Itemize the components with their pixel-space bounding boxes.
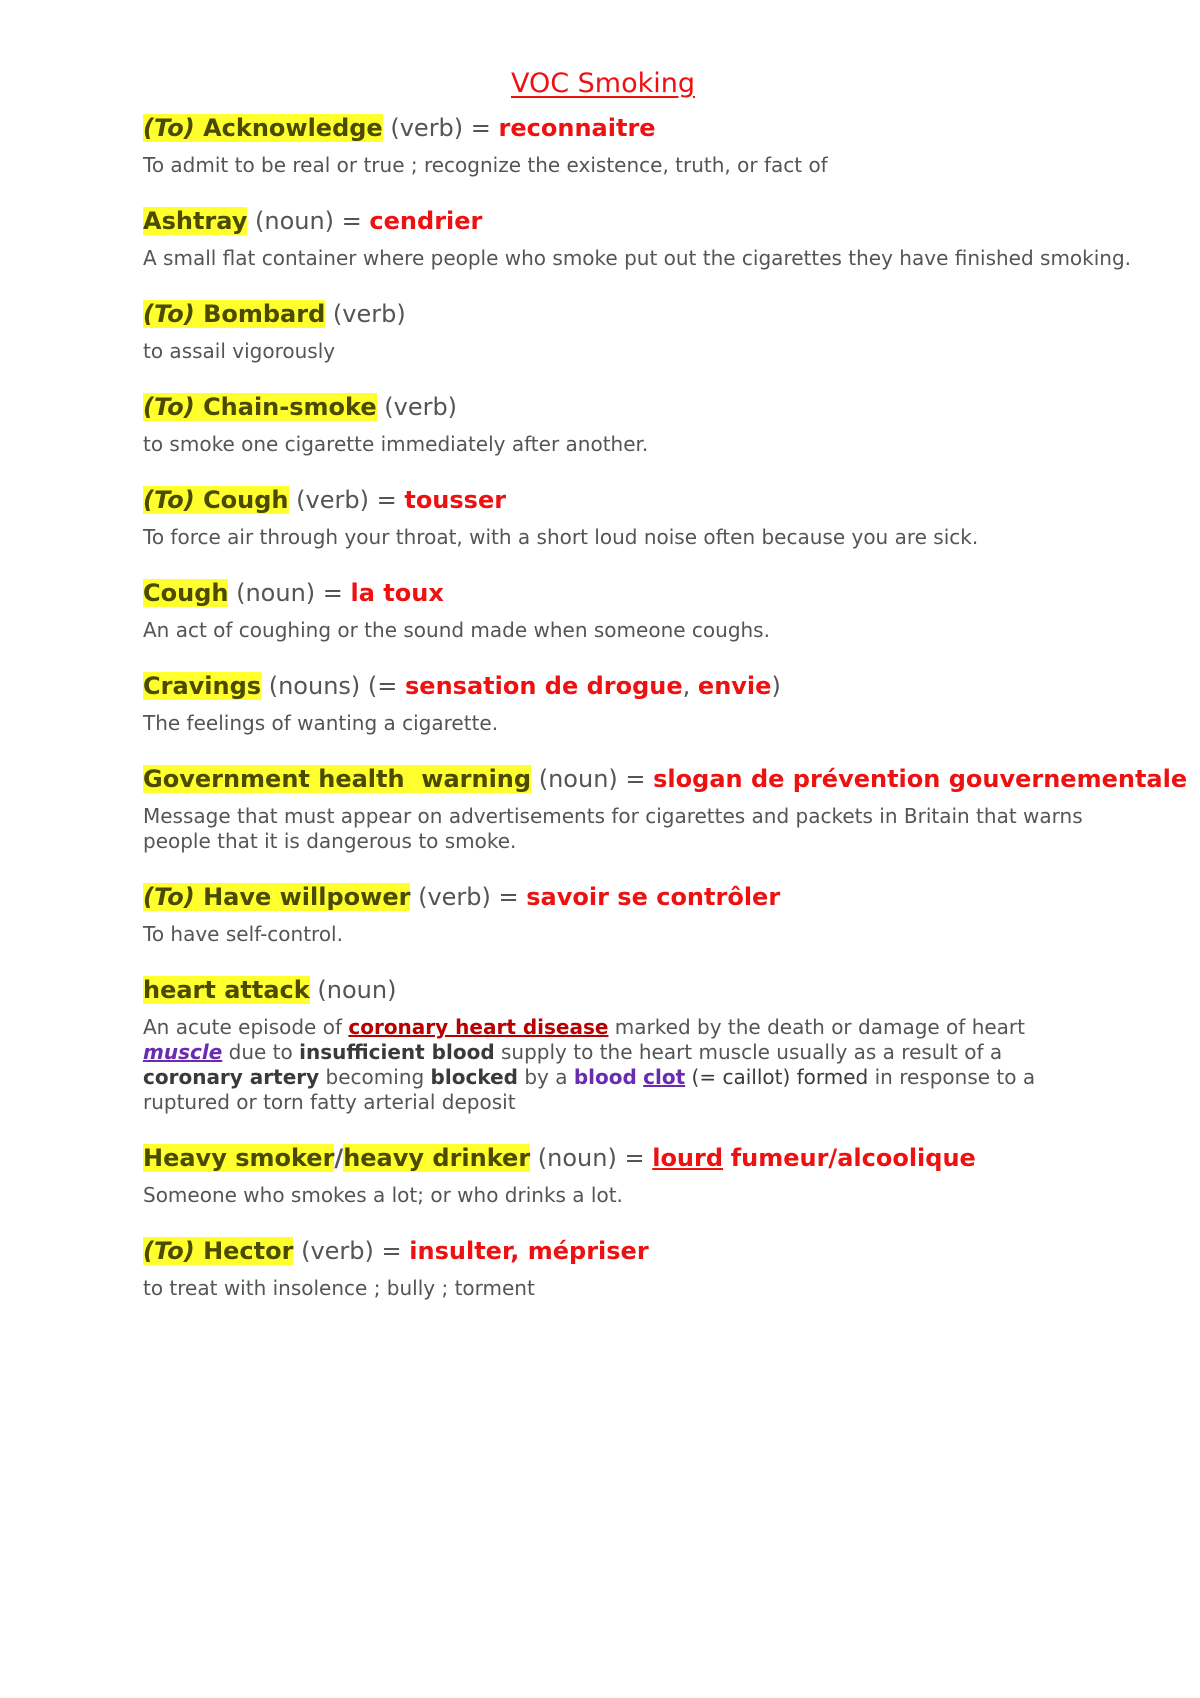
definition: The feelings of wanting a cigarette. xyxy=(143,711,499,735)
entry-cough-verb xyxy=(143,485,1193,550)
part-of-speech: (nouns) (= xyxy=(268,672,398,700)
translation: insulter, mépriser xyxy=(409,1237,649,1265)
term-line xyxy=(143,299,1193,329)
document-page xyxy=(143,68,1193,1329)
translation: sensation de drogue xyxy=(405,672,683,700)
bold-term: insufficient blood xyxy=(299,1040,495,1064)
term-line xyxy=(143,882,1193,912)
term: Acknowledge xyxy=(203,114,383,142)
term-line xyxy=(143,975,1193,1005)
slash: / xyxy=(334,1144,344,1172)
definition-text: marked by the death or damage of heart xyxy=(608,1015,1025,1039)
term: Have willpower xyxy=(203,883,411,911)
term: heart attack xyxy=(143,976,310,1004)
definition xyxy=(143,1015,1103,1115)
part-of-speech: (verb) xyxy=(384,393,458,421)
term-line xyxy=(143,113,1193,143)
entry-hector xyxy=(143,1236,1193,1301)
definition-text: (= caillot) formed xyxy=(685,1065,869,1089)
definition: An act of coughing or the sound made when someone coughs. xyxy=(143,618,770,642)
definition: To force air through your throat, with a short loud noise often because you are sick. xyxy=(143,525,979,549)
entry-government-health-warning xyxy=(143,764,1193,854)
entry-cough-noun xyxy=(143,578,1193,643)
term-line xyxy=(143,764,1193,794)
term: Cough xyxy=(203,486,289,514)
entry-bombard xyxy=(143,299,1193,364)
term-prefix: (To) xyxy=(143,486,195,514)
term-prefix: (To) xyxy=(143,300,195,328)
term-highlight xyxy=(143,300,325,328)
definition-text: becoming xyxy=(319,1065,431,1089)
translation: tousser xyxy=(404,486,507,514)
definition-text: An acute episode of xyxy=(143,1015,349,1039)
definition: to smoke one cigarette immediately after another. xyxy=(143,432,649,456)
definition: To have self-control. xyxy=(143,922,343,946)
term: Cough xyxy=(143,579,229,607)
term-highlight xyxy=(143,393,377,421)
term: Ashtray xyxy=(143,207,248,235)
bold-term: blocked xyxy=(430,1065,518,1089)
part-of-speech: (verb) = xyxy=(301,1237,402,1265)
term: Cravings xyxy=(143,672,262,700)
term-2: heavy drinker xyxy=(343,1144,531,1172)
term-prefix: (To) xyxy=(143,1237,195,1265)
definition-text: due to xyxy=(222,1040,300,1064)
part-of-speech: (noun) xyxy=(317,976,397,1004)
translation: fumeur/alcoolique xyxy=(730,1144,976,1172)
term-line xyxy=(143,1236,1193,1266)
part-of-speech: (noun) = xyxy=(537,1144,645,1172)
term-line xyxy=(143,1143,1193,1173)
part-of-speech: (noun) = xyxy=(538,765,646,793)
definition: To admit to be real or true ; recognize the existence, truth, or fact of xyxy=(143,153,828,177)
term-line xyxy=(143,671,1193,701)
translation: la toux xyxy=(350,579,444,607)
separator: , xyxy=(682,672,691,700)
entry-ashtray xyxy=(143,206,1193,271)
part-of-speech: (verb) = xyxy=(390,114,491,142)
definition: Someone who smokes a lot; or who drinks a lot. xyxy=(143,1183,623,1207)
term: Government health warning xyxy=(143,765,532,793)
coronary-heart-disease-link[interactable]: coronary heart disease xyxy=(348,1015,609,1039)
term: Chain-smoke xyxy=(203,393,377,421)
definition: A small flat container where people who smoke put out the cigarettes they have finished smoking. xyxy=(143,246,1132,270)
bold-term: coronary artery xyxy=(143,1065,320,1089)
term-highlight xyxy=(143,883,410,911)
muscle-link[interactable]: muscle xyxy=(143,1040,223,1064)
entry-heart-attack xyxy=(143,975,1193,1115)
term-highlight xyxy=(143,486,289,514)
term-highlight xyxy=(143,114,383,142)
part-of-speech: (noun) = xyxy=(255,207,362,235)
closing-paren: ) xyxy=(771,672,781,700)
definition: to assail vigorously xyxy=(143,339,336,363)
translation-2: envie xyxy=(697,672,772,700)
translation: savoir se contrôler xyxy=(526,883,781,911)
definition-text: in response to a ruptured or torn fatty arterial deposit xyxy=(143,1065,1036,1114)
definition: Message that must appear on advertisements for cigarettes and packets in Britain that warns people that it is dangerous to smoke. xyxy=(143,804,1083,853)
document-title: VOC Smoking xyxy=(510,68,696,99)
entry-chain-smoke xyxy=(143,392,1193,457)
entry-acknowledge xyxy=(143,113,1193,178)
definition-text: supply to the heart muscle usually as a result of a xyxy=(494,1040,1003,1064)
term-prefix: (To) xyxy=(143,393,195,421)
term-line xyxy=(143,392,1193,422)
translation-underlined: lourd xyxy=(652,1144,724,1172)
part-of-speech: (noun) = xyxy=(236,579,343,607)
term: Heavy smoker xyxy=(143,1144,335,1172)
translation: slogan de prévention gouvernementale xyxy=(653,765,1188,793)
translation: cendrier xyxy=(369,207,483,235)
term-line xyxy=(143,206,1193,236)
term: Hector xyxy=(203,1237,294,1265)
term-prefix: (To) xyxy=(143,883,195,911)
part-of-speech: (verb) = xyxy=(418,883,519,911)
term-line xyxy=(143,578,1193,608)
term-prefix: (To) xyxy=(143,114,195,142)
entry-have-willpower xyxy=(143,882,1193,947)
entry-cravings xyxy=(143,671,1193,736)
translation: reconnaitre xyxy=(498,114,656,142)
part-of-speech: (verb) = xyxy=(296,486,397,514)
clot-link[interactable]: clot xyxy=(643,1065,686,1089)
term-highlight xyxy=(143,1237,293,1265)
definition-text: by a xyxy=(517,1065,574,1089)
entry-heavy-smoker xyxy=(143,1143,1193,1208)
definition: to treat with insolence ; bully ; torment xyxy=(143,1276,535,1300)
part-of-speech: (verb) xyxy=(332,300,406,328)
term-line xyxy=(143,485,1193,515)
blood-word: blood xyxy=(573,1065,637,1089)
term: Bombard xyxy=(203,300,326,328)
